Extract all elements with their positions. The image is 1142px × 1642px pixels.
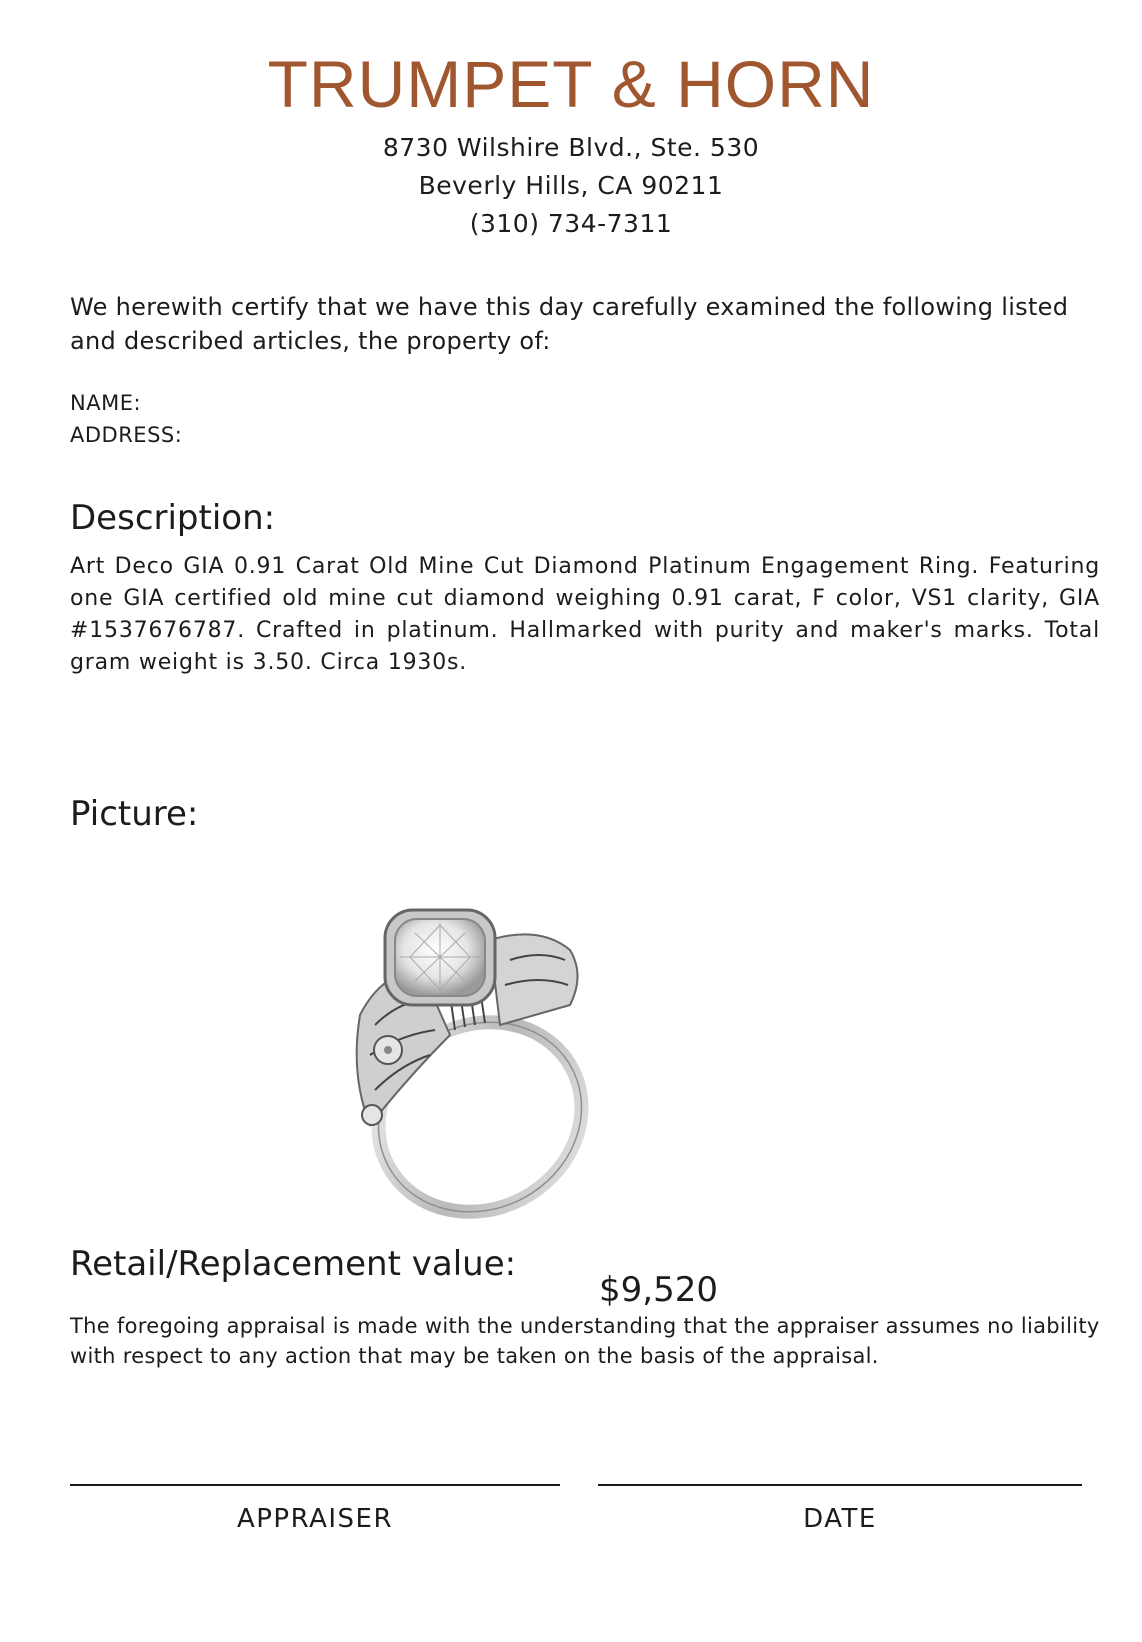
disclaimer-text: The foregoing appraisal is made with the understanding that the appraiser assumes no liability with respect to any action that may be taken on the basis of the appraisal. — [70, 1314, 1100, 1368]
appraiser-signature-line — [70, 1484, 560, 1486]
brand-logo: TRUMPET & HORN — [267, 47, 875, 121]
address-line-1: 8730 Wilshire Blvd., Ste. 530 — [382, 133, 760, 162]
appraiser-label: APPRAISER — [236, 1504, 394, 1534]
certification-statement: We herewith certify that we have this day carefully examined the following listed and described articles, the property of: — [70, 293, 1069, 355]
address-label: ADDRESS: — [70, 423, 183, 447]
value-amount: $9,520 — [599, 1270, 718, 1310]
date-signature-line — [598, 1484, 1082, 1486]
picture-heading: Picture: — [70, 794, 199, 834]
phone-number: (310) 734-7311 — [469, 209, 673, 238]
name-label: NAME: — [70, 391, 142, 415]
value-label: Retail/Replacement value: — [70, 1244, 517, 1284]
date-label: DATE — [803, 1504, 877, 1534]
description-text: Art Deco GIA 0.91 Carat Old Mine Cut Diamond Platinum Engagement Ring. Featuring one GIA certified old mine cut diamond weighing 0.91 carat, F color, VS1 clarity, GIA #1537676787. Crafted in platinum. Hallmarked with purity and maker's marks. Total gram weight is 3.50. Circa 1930s. — [70, 554, 1100, 675]
ring-photo — [340, 905, 620, 1235]
description-heading: Description: — [70, 498, 276, 538]
address-line-2: Beverly Hills, CA 90211 — [418, 171, 724, 200]
